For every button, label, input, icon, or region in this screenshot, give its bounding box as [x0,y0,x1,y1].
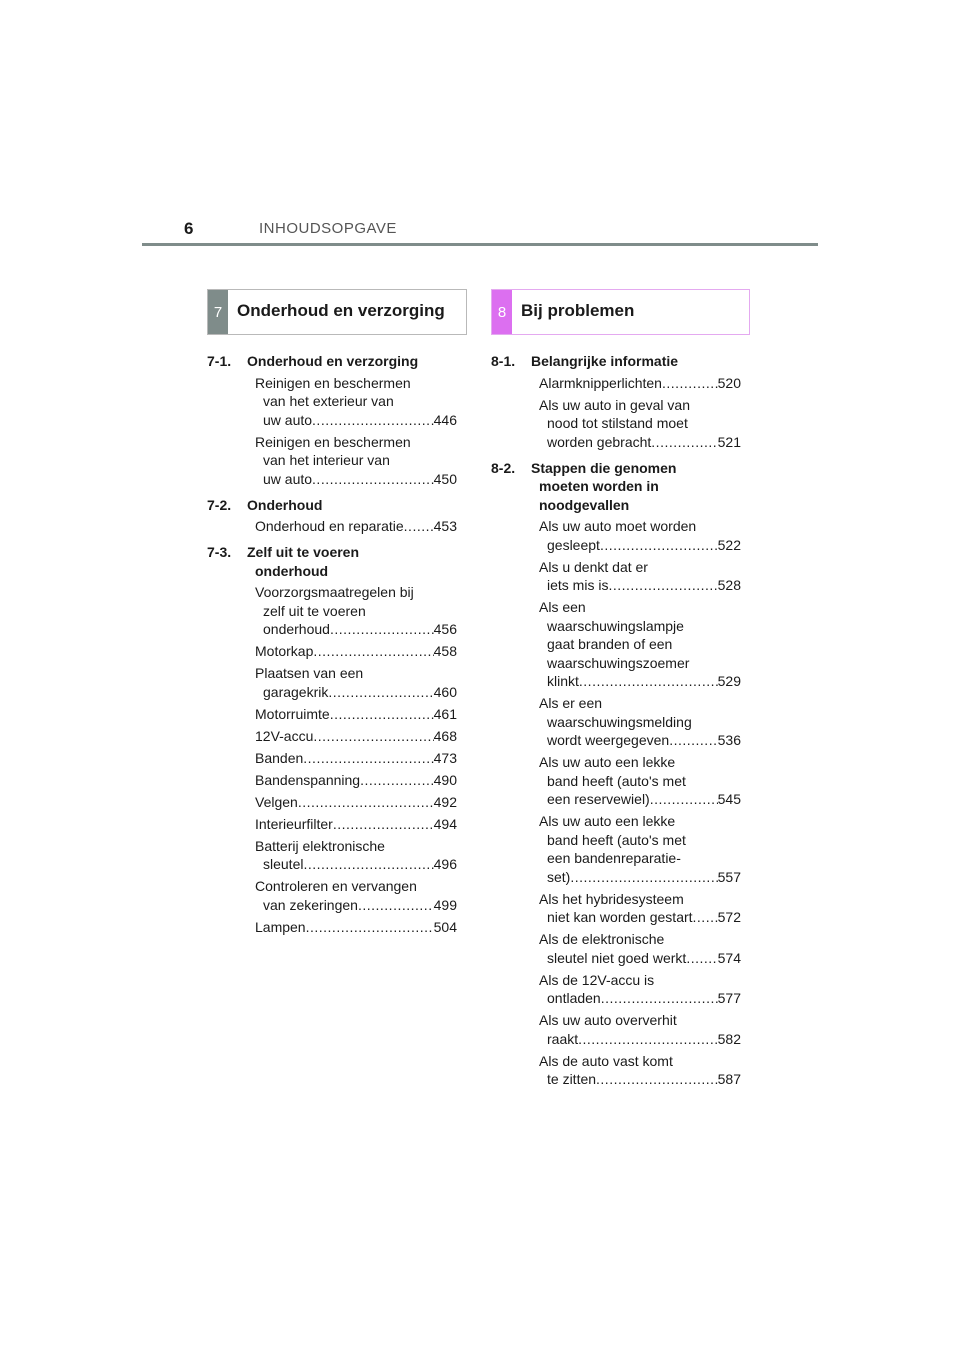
toc-entry-line: Reinigen en beschermen [255,433,411,450]
section-7-title: Onderhoud en verzorging [237,301,445,320]
toc-entry-line: nood tot stilstand moet [547,415,688,431]
toc-page-number: 473 [433,749,457,766]
toc-leader-dots [686,949,717,968]
page-header [142,216,818,246]
toc-entry-line: band heeft (auto's met [547,831,686,848]
toc-entry-line: Voorzorgsmaatregelen bij [255,584,414,600]
toc-entry[interactable] [207,727,457,746]
toc-chapter-title-line: Onderhoud en verzorging [247,353,419,369]
toc-page-number: 574 [717,949,741,966]
toc-page-number: 536 [717,732,741,748]
toc-page-number: 521 [717,433,741,450]
toc-entry-line: Als uw auto oververhit [539,1012,677,1028]
toc-chapter-title-line: Zelf uit te voeren [247,544,360,560]
toc-entry-line: sleutel niet goed werkt [547,949,687,966]
header-title: INHOUDSOPGAVE [259,220,397,237]
toc-entry-line: Als uw auto in geval van [539,396,690,413]
toc-chapter-number: 7-1. [207,353,232,369]
toc-entry-line: set) [547,868,571,885]
toc-entry-line: Interieurfilter [255,815,333,832]
header-divider [142,243,818,246]
toc-entry-line: Als u denkt dat er [539,558,648,575]
toc-chapter-heading[interactable] [207,543,457,580]
toc-chapter-number: 8-2. [491,459,516,476]
toc-leader-dots [330,620,434,639]
toc-leader-dots [651,433,717,452]
toc-entry[interactable] [207,664,457,701]
toc-leader-dots [330,705,434,724]
toc-chapter-title [531,459,741,515]
toc-chapter-title-line: onderhoud [255,562,329,579]
toc-page-number: 528 [717,577,741,593]
toc-leader-dots [601,989,718,1008]
toc-entry-line: Als er een [539,695,603,711]
toc-page-number: 557 [717,868,741,885]
toc-page-number: 450 [433,470,457,487]
toc-chapter-heading[interactable] [207,352,457,371]
toc-entry-line: onderhoud [263,621,330,637]
toc-chapter-number: 7-3. [207,544,232,560]
section-7-banner [207,289,467,335]
toc-entry-line: band heeft (auto's met [547,772,686,789]
toc-entry-line: gesleept [547,536,600,553]
toc-chapter-title [247,496,457,515]
toc-entry-line: te zitten [547,1071,597,1087]
toc-page-number: 492 [433,793,457,810]
toc-entry[interactable] [491,812,741,886]
toc-entry-line: iets mis is [547,577,609,593]
page-number: 6 [184,219,194,238]
toc-entry-line: Batterij elektronische [255,837,385,854]
toc-entry-line: Reinigen en beschermen [255,374,411,391]
section-8-number: 8 [492,290,512,334]
toc-leader-dots [360,771,434,790]
toc-entry-line: Controleren en vervangen [255,878,417,894]
toc-entry[interactable] [491,598,741,691]
toc-entry[interactable] [207,918,457,937]
toc-entry[interactable] [491,1011,741,1048]
toc-leader-dots [303,855,433,874]
toc-entry-line: waarschuwingsmelding [547,713,692,730]
toc-leader-dots [578,1030,718,1049]
toc-entry-line: Als uw auto moet worden [539,518,697,534]
toc-entry[interactable] [207,815,457,834]
toc-leader-dots [570,868,717,887]
toc-page-number: 577 [717,990,741,1006]
toc-chapter-heading[interactable] [491,352,741,371]
toc-leader-dots [313,727,433,746]
toc-page-number: 520 [717,374,741,391]
toc-entry-line: 12V-accu [255,727,314,744]
toc-entry-line: Als de elektronische [539,931,665,947]
toc-entry-line: Motorkap [255,643,314,659]
toc-chapter-heading[interactable] [491,459,741,515]
toc-page-number: 490 [433,771,457,788]
toc-page-number: 496 [433,856,457,872]
toc-entry[interactable] [491,753,741,809]
toc-entry[interactable] [207,837,457,874]
toc-entry[interactable] [207,583,457,639]
toc-entry[interactable] [207,771,457,790]
toc-chapter-number: 8-1. [491,353,516,369]
toc-page-number: 446 [433,411,457,428]
toc-chapter-title [247,352,457,371]
toc-page-number: 460 [433,683,457,700]
toc-page-number: 456 [433,621,457,637]
toc-entry-line: Plaatsen van een [255,665,364,681]
toc-entry-line: waarschuwingszoemer [547,654,690,671]
toc-entry[interactable] [207,793,457,812]
toc-leader-dots [650,790,718,809]
toc-entry[interactable] [491,396,741,452]
toc-entry-line: van het exterieur van [263,393,394,409]
toc-chapter-number: 7-2. [207,496,232,513]
section-8-banner [491,289,750,335]
toc-entry-line: Als een [539,599,586,615]
toc-entry-line: Velgen [255,793,298,810]
toc-entry-line: raakt [547,1030,579,1047]
toc-chapter-title-line: noodgevallen [539,496,630,513]
toc-entry[interactable] [491,558,741,595]
toc-entry[interactable] [207,749,457,768]
toc-entry-line: ontladen [547,990,601,1006]
toc-entry-line: uw auto [263,411,313,428]
toc-chapter-title [531,352,741,371]
toc-entry-line: Lampen [255,918,306,935]
toc-entry-line: zelf uit te voeren [263,602,366,619]
toc-leader-dots [579,672,718,691]
toc-entry[interactable] [491,971,741,1008]
toc-page-number: 468 [433,727,457,744]
toc-leader-dots [596,1070,718,1089]
toc-page-number: 572 [717,909,741,925]
toc-entry[interactable] [207,642,457,661]
toc-entry[interactable] [207,705,457,724]
toc-page-number: 494 [433,815,457,832]
toc-leader-dots [662,374,718,393]
toc-leader-dots [693,908,718,927]
toc-page-number: 458 [433,643,457,659]
toc-page-number: 545 [717,791,741,807]
toc-leader-dots [298,793,434,812]
toc-chapter-title-line: Stappen die genomen [531,459,677,476]
toc-entry-line: Bandenspanning [255,771,361,788]
toc-entry-line: Als uw auto een lekke [539,813,676,829]
toc-leader-dots [600,536,718,555]
toc-entry-line: van zekeringen [263,896,358,913]
toc-entry-line: niet kan worden gestart [547,909,693,925]
toc-entry-line: Als het hybridesysteem [539,890,684,907]
toc-entry[interactable] [491,890,741,927]
toc-chapter-title-line: moeten worden in [539,478,659,494]
toc-entry-line: een reservewiel) [547,791,650,807]
toc-entry-line: Motorruimte [255,705,330,722]
toc-page-number: 582 [717,1030,741,1047]
toc-entry-line: sleutel [263,856,304,872]
toc-entry-line: klinkt [547,673,579,689]
toc-chapter-title-line: Belangrijke informatie [531,353,679,369]
toc-chapter-title [247,543,457,580]
toc-column-8 [491,352,741,1092]
toc-leader-dots [312,411,434,430]
section-8-title: Bij problemen [521,301,635,320]
toc-entry-line: van het interieur van [263,452,390,468]
toc-leader-dots [312,470,434,489]
toc-page-number: 504 [433,918,457,935]
toc-entry[interactable] [491,930,741,967]
toc-column-7 [207,352,457,940]
toc-entry-line: uw auto [263,470,313,487]
toc-page-number: 529 [717,673,741,689]
toc-leader-dots [669,731,717,750]
toc-page-number: 587 [717,1071,741,1087]
toc-leader-dots [333,815,434,834]
toc-leader-dots [306,918,434,937]
toc-entry[interactable] [491,694,741,750]
toc-page-number: 461 [433,705,457,722]
toc-leader-dots [358,896,434,915]
toc-chapter-title-line: Onderhoud [247,496,323,513]
toc-entry-line: Banden [255,749,304,766]
toc-entry[interactable] [491,1052,741,1089]
toc-chapter-heading[interactable] [207,496,457,515]
toc-entry-line: Als de 12V-accu is [539,971,655,988]
toc-entry-line: Als uw auto een lekke [539,754,676,770]
toc-entry[interactable] [207,374,457,430]
toc-entry-line: wordt weergegeven [547,732,670,748]
toc-entry-line: een bandenreparatie- [547,850,681,866]
toc-entry[interactable] [491,517,741,554]
toc-leader-dots [303,749,433,768]
section-7-number: 7 [208,290,228,334]
toc-entry-line: Als de auto vast komt [539,1052,673,1069]
toc-leader-dots [404,517,434,536]
toc-leader-dots [608,576,717,595]
toc-entry[interactable] [207,517,457,536]
toc-entry[interactable] [207,433,457,489]
toc-page-number: 453 [433,518,457,534]
toc-entry-line: waarschuwingslampje [547,617,684,634]
toc-entry-line: gaat branden of een [547,636,673,652]
toc-page-number: 499 [433,896,457,913]
toc-page-number: 522 [717,536,741,553]
toc-entry-line: Alarmknipperlichten [539,374,662,391]
toc-entry-line: Onderhoud en reparatie [255,518,404,534]
toc-entry-line: garagekrik [263,683,329,700]
toc-leader-dots [328,683,433,702]
toc-leader-dots [313,642,433,661]
toc-entry-line: worden gebracht [547,433,652,450]
toc-entry[interactable] [207,877,457,914]
toc-entry[interactable] [491,374,741,393]
